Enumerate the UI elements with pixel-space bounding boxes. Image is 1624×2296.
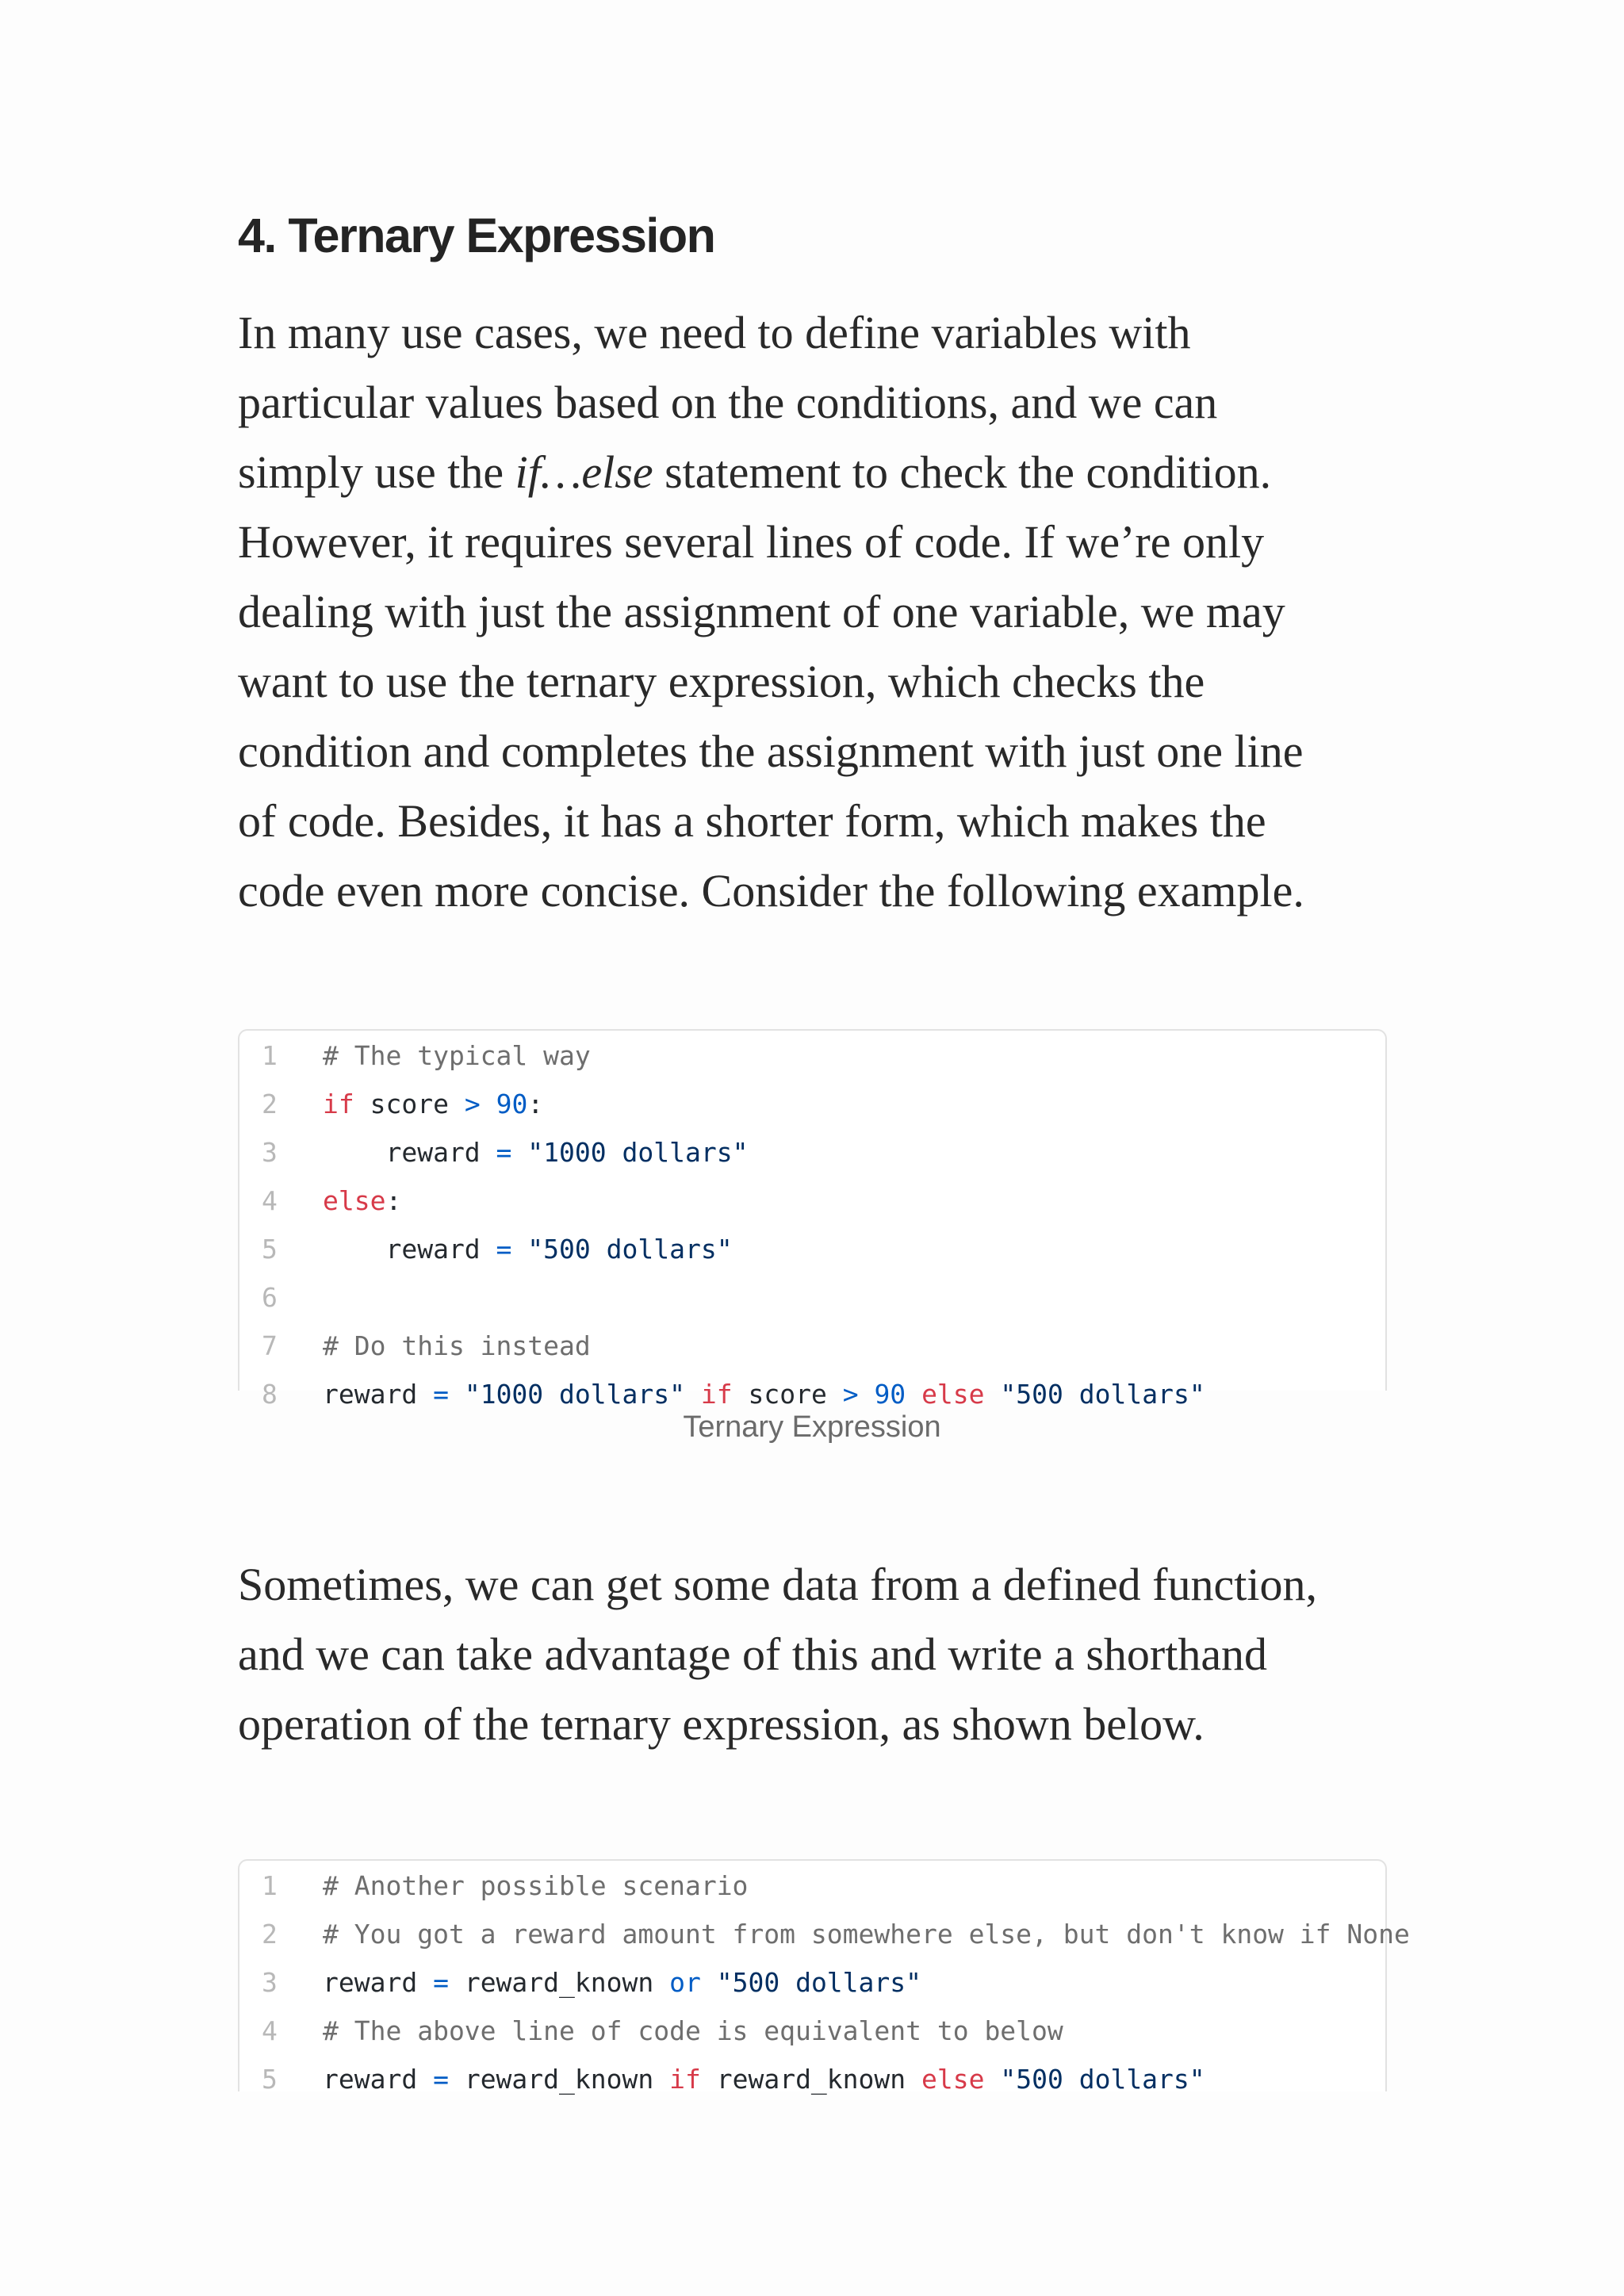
code-text bbox=[323, 1967, 921, 1998]
code-token-default: reward bbox=[323, 1967, 434, 1998]
code-token-default: : bbox=[385, 1185, 402, 1216]
intro-paragraph bbox=[238, 298, 1388, 926]
second-paragraph bbox=[238, 1550, 1388, 1759]
code-token-default: score bbox=[732, 1379, 843, 1410]
line-number: 1 bbox=[262, 1870, 278, 1901]
code-token-default: : bbox=[527, 1089, 544, 1119]
inline-code-term: if…else bbox=[515, 446, 653, 498]
code-line bbox=[239, 1322, 591, 1370]
code-token-default bbox=[511, 1234, 527, 1265]
paragraph-line: operation of the ternary expression, as shown below. bbox=[238, 1698, 1205, 1750]
line-number: 5 bbox=[262, 1234, 278, 1265]
code-text bbox=[323, 1330, 591, 1361]
code-line bbox=[239, 1177, 401, 1225]
paragraph-line: code even more concise. Consider the following example. bbox=[238, 865, 1304, 916]
code-token-default bbox=[481, 1089, 496, 1119]
code-token-string: "500 dollars" bbox=[527, 1234, 733, 1265]
code-text bbox=[323, 1089, 543, 1119]
code-line bbox=[239, 1273, 323, 1322]
line-number: 6 bbox=[262, 1282, 278, 1313]
code-token-op: or bbox=[669, 1967, 701, 1998]
code-token-op: = bbox=[496, 1234, 512, 1265]
line-number: 3 bbox=[262, 1967, 278, 1998]
code-token-default: reward bbox=[323, 1379, 434, 1410]
figure-caption: Ternary Expression bbox=[683, 1410, 941, 1444]
line-number: 2 bbox=[262, 1919, 278, 1950]
code-line bbox=[239, 1862, 748, 1910]
code-token-comment: # You got a reward amount from somewhere else, but don't know if None bbox=[323, 1919, 1410, 1950]
code-text bbox=[323, 1234, 733, 1265]
code-token-number: 90 bbox=[496, 1089, 528, 1119]
code-token-string: "500 dollars" bbox=[1000, 2064, 1205, 2095]
code-token-op: = bbox=[433, 1379, 449, 1410]
code-text bbox=[323, 1870, 748, 1901]
code-token-keyword: if bbox=[669, 2064, 701, 2095]
paragraph-line: particular values based on the conditions, and we can bbox=[238, 377, 1218, 428]
code-token-op: = bbox=[433, 1967, 449, 1998]
line-number: 4 bbox=[262, 1185, 278, 1216]
code-token-string: "1000 dollars" bbox=[527, 1137, 749, 1168]
code-text bbox=[323, 1040, 591, 1071]
code-token-string: "500 dollars" bbox=[716, 1967, 922, 1998]
code-text bbox=[323, 2015, 1063, 2046]
code-embed-ternary[interactable] bbox=[238, 1029, 1387, 1410]
code-token-default bbox=[511, 1137, 527, 1168]
paragraph-text: statement to check the condition. bbox=[653, 446, 1272, 498]
code-line bbox=[239, 1128, 748, 1177]
line-number: 3 bbox=[262, 1137, 278, 1168]
code-text bbox=[323, 1185, 401, 1216]
code-token-string: "1000 dollars" bbox=[464, 1379, 685, 1410]
line-number: 7 bbox=[262, 1330, 278, 1361]
code-text bbox=[323, 1379, 1205, 1410]
code-line bbox=[239, 1910, 1410, 1958]
code-token-string: "500 dollars" bbox=[1000, 1379, 1205, 1410]
code-token-comment: # The typical way bbox=[323, 1040, 591, 1071]
code-line bbox=[239, 1031, 591, 1080]
line-number: 2 bbox=[262, 1089, 278, 1119]
code-token-default: reward_known bbox=[448, 1967, 670, 1998]
code-token-default bbox=[985, 1379, 1001, 1410]
paragraph-line bbox=[238, 438, 1388, 507]
line-number: 5 bbox=[262, 2064, 278, 2095]
line-number: 4 bbox=[262, 2015, 278, 2046]
code-line bbox=[239, 1080, 543, 1128]
code-token-comment: # Do this instead bbox=[323, 1330, 591, 1361]
paragraph-line: Sometimes, we can get some data from a defined function, bbox=[238, 1559, 1317, 1610]
code-token-default: reward bbox=[323, 1234, 496, 1265]
paragraph-line: and we can take advantage of this and write a shorthand bbox=[238, 1628, 1268, 1680]
code-text bbox=[323, 1919, 1410, 1950]
code-text bbox=[323, 2064, 1205, 2095]
code-embed-shorthand[interactable] bbox=[238, 1859, 1410, 2095]
code-token-op: > bbox=[464, 1089, 481, 1119]
paragraph-line: condition and completes the assignment with just one line bbox=[238, 725, 1304, 777]
code-line bbox=[239, 1958, 921, 2007]
code-token-op: > bbox=[842, 1379, 859, 1410]
code-line bbox=[239, 2007, 1063, 2055]
line-number: 1 bbox=[262, 1040, 278, 1071]
code-token-default: reward bbox=[323, 1137, 496, 1168]
paragraph-line: dealing with just the assignment of one variable, we may bbox=[238, 586, 1285, 637]
code-token-keyword: else bbox=[921, 2064, 985, 2095]
code-token-default bbox=[859, 1379, 875, 1410]
code-token-default: reward_known bbox=[448, 2064, 670, 2095]
code-token-comment: # Another possible scenario bbox=[323, 1870, 749, 1901]
code-token-default bbox=[449, 1379, 465, 1410]
code-token-keyword: else bbox=[921, 1379, 985, 1410]
code-line bbox=[239, 1225, 733, 1273]
section-heading: 4. Ternary Expression bbox=[238, 209, 715, 262]
code-token-keyword: if bbox=[700, 1379, 733, 1410]
code-token-number: 90 bbox=[874, 1379, 906, 1410]
code-token-default: score bbox=[354, 1089, 465, 1119]
code-token-op: = bbox=[496, 1137, 512, 1168]
code-token-comment: # The above line of code is equivalent to below bbox=[323, 2015, 1063, 2046]
code-line bbox=[239, 2055, 1205, 2103]
code-token-default bbox=[906, 1379, 921, 1410]
code-token-default bbox=[685, 1379, 701, 1410]
code-token-keyword: if bbox=[323, 1089, 354, 1119]
code-token-default bbox=[701, 1967, 717, 1998]
paragraph-text: simply use the bbox=[238, 446, 515, 498]
code-token-op: = bbox=[433, 2064, 449, 2095]
code-token-default: reward_known bbox=[700, 2064, 922, 2095]
code-token-default bbox=[985, 2064, 1001, 2095]
paragraph-line: However, it requires several lines of code. If we’re only bbox=[238, 516, 1265, 568]
code-text bbox=[323, 1137, 748, 1168]
paragraph-line: want to use the ternary expression, which checks the bbox=[238, 656, 1205, 707]
paragraph-line: of code. Besides, it has a shorter form, which makes the bbox=[238, 795, 1266, 847]
code-token-default: reward bbox=[323, 2064, 434, 2095]
line-number: 8 bbox=[262, 1379, 278, 1410]
paragraph-line: In many use cases, we need to define variables with bbox=[238, 307, 1191, 358]
code-token-keyword: else bbox=[323, 1185, 386, 1216]
